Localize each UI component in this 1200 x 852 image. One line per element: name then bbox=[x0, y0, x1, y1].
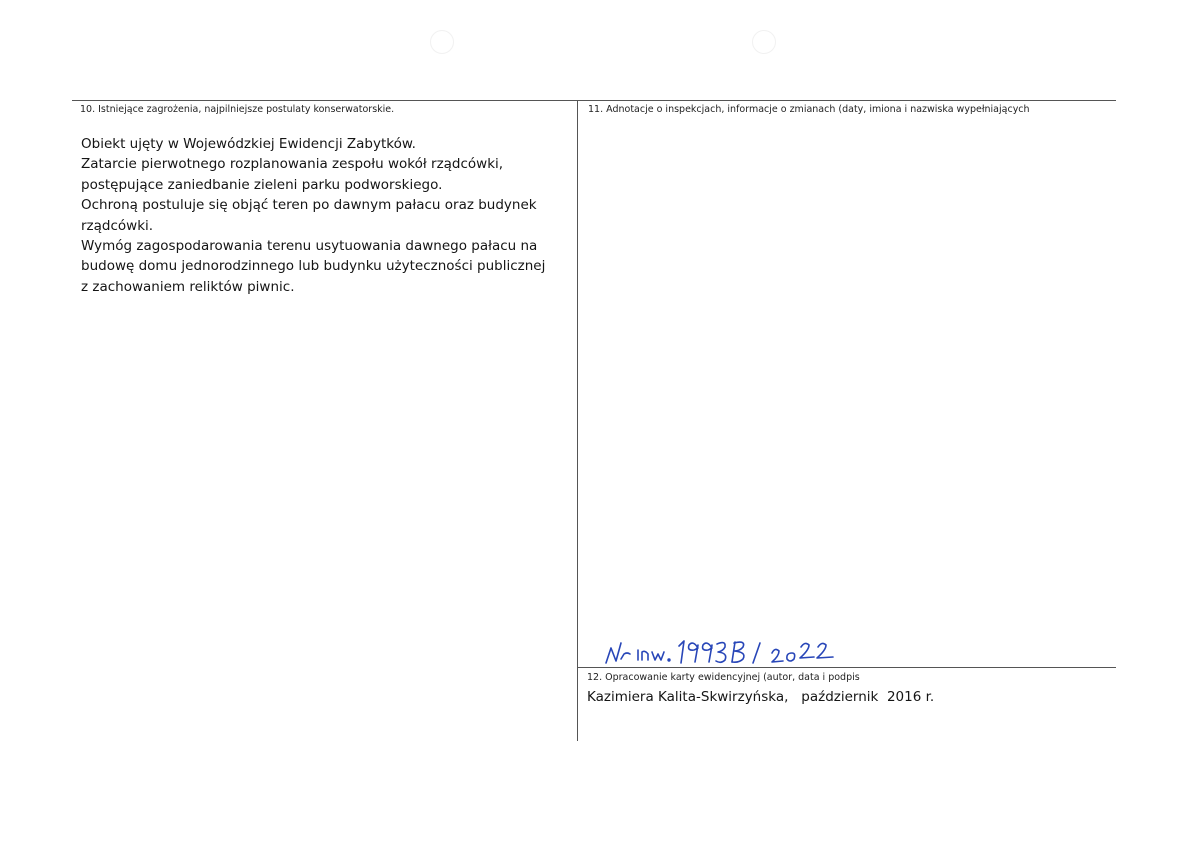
section-10-line: Wymóg zagospodarowania terenu usytuowania dawnego pałacu na bbox=[81, 238, 538, 255]
section-10-line: rządcówki. bbox=[81, 217, 154, 234]
author-signature-line: Kazimiera Kalita-Skwirzyńska, październik 2016 r. bbox=[587, 689, 935, 705]
section-11-label: 11. Adnotacje o inspekcjach, informacje o zmianach (daty, imiona i nazwiska wypełniających bbox=[588, 104, 1030, 115]
section-10-line: Obiekt ujęty w Wojewódzkiej Ewidencji Zabytków. bbox=[81, 136, 416, 152]
column-divider bbox=[577, 100, 578, 741]
section-10-line: Zatarcie pierwotnego rozplanowania zespołu wokół rządcówki, bbox=[81, 156, 504, 173]
section-10-label: 10. Istniejące zagrożenia, najpilniejsze postulaty konserwatorskie. bbox=[80, 104, 395, 115]
top-rule bbox=[72, 100, 1116, 101]
punch-hole bbox=[430, 30, 454, 54]
punch-hole bbox=[752, 30, 776, 54]
section-10-line: z zachowaniem reliktów piwnic. bbox=[81, 278, 295, 295]
section-10-line: budowę domu jednorodzinnego lub budynku użyteczności publicznej bbox=[81, 258, 546, 275]
handwritten-inventory-number bbox=[602, 632, 856, 670]
section-10-line: postępujące zaniedbanie zieleni parku podworskiego. bbox=[81, 176, 443, 193]
section-12-label: 12. Opracowanie karty ewidencyjnej (autor, data i podpis bbox=[587, 672, 860, 683]
section-10-line: Ochroną postuluje się objąć teren po dawnym pałacu oraz budynek bbox=[81, 197, 537, 214]
section-10-content bbox=[81, 134, 571, 297]
